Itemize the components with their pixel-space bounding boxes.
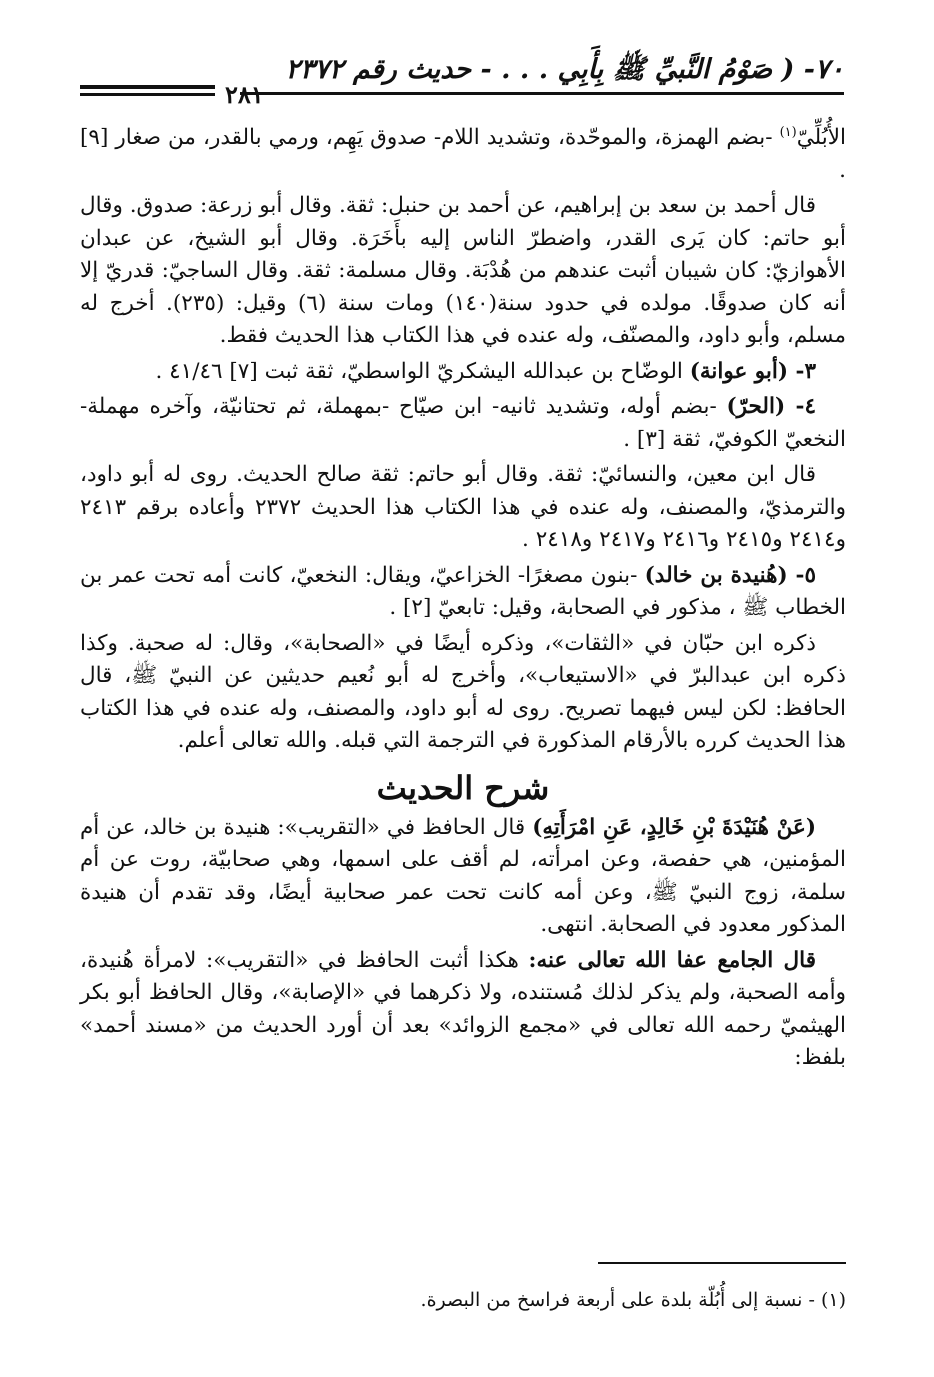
running-head [80,52,844,109]
page-number-rule-top [80,85,215,89]
narrator-paragraph: الأُبُلِّيّ$^{(١)}$ -بضم الهمزة، والموحّدة، وتشديد اللام- صدوق يَهِم، ورمي بالقدر، من صغار [٩] . [80,124,846,183]
commentary-paragraph: (عَنْ هُنَيْدَةَ بْنِ خَالِدٍ، عَنِ امْرَأَتِهِ) قال الحافظ في «التقريب»: هنيدة بن خالد، عن أم المؤمنين، هي حفصة، وعن امرأته، لم أقف على اسمها، وهي صحابيّة، روت عن أم سلمة، زوج النبيّ ﷺ، وعن أمه كانت تحت عمر صحابية أيضًا، وقد تقدم أن هنيدة المذكور معدود في الصحابة. انتهى. [80,814,846,937]
narrator-entry-5: ٥- (هُنيدة بن خالد) -بنون مصغرًا- الخزاعيّ، ويقال: النخعيّ، كانت أمه تحت عمر بن الخطاب ﷺ ، مذكور في الصحابة، وقيل: تابعيّ [٢] . [80,562,846,620]
hadith-quote: (عَنْ هُنَيْدَةَ بْنِ خَالِدٍ، عَنِ امْرَأَتِهِ) [532,814,816,840]
author-remark-label: قال الجامع عفا الله تعالى عنه: [528,947,816,973]
narrator-paragraph: قال ابن معين، والنسائيّ: ثقة. وقال أبو حاتم: ثقة صالح الحديث. روى له أبو داود، والترمذيّ، والمصنف، وله عنده في هذا الكتاب هذا الحديث ٢٣٧٢ وأعاده برقم ٢٤١٣ و٢٤١٤ و٢٤١٥ و٢٤١٦ و٢٤١٧ و٢٤١٨ . [80,462,846,552]
narrator-paragraph: ذكره ابن حبّان في «الثقات»، وذكره أيضًا في «الصحابة»، وقال: له صحبة. وكذا ذكره ابن عبدالبرّ في «الاستيعاب»، وأخرج له أبو نُعيم حديثين عن النبيّ ﷺ، قال الحافظ: لكن ليس فيهما تصريح. روى له أبو داود، والمصنف، وله عنده في هذا الكتاب هذا الحديث كرره بالأرقام المذكورة في الترجمة التي قبله. والله تعالى أعلم. [80,630,846,753]
nisba-term: الأُبُلِّيّ [796,125,846,150]
page-number-rule-bottom [80,93,215,96]
chapter-title: ٧٠- ( صَوْمُ النَّبيِّ ﷺ بِأَبِي . . . - حديث رقم ٢٣٧٢ [285,54,844,85]
header-rule [240,92,844,95]
page-number: ٢٨١ [225,80,264,109]
narrator-name: ٣- (أبو عوانة) [689,358,816,384]
footnote: (١) - نسبة إلى أُبُلّة بلدة على أربعة فراسخ من البصرة. [420,1289,846,1311]
narrator-paragraph: قال أحمد بن سعد بن إبراهيم، عن أحمد بن حنبل: ثقة. وقال أبو زرعة: صدوق. وقال أبو حاتم: كان يَرى القدر، واضطرّ الناس إليه بأَخَرَة. وقال أبو الشيخ، عن عبدان الأهوازيّ: كان شيبان أثبت عندهم من هُدْبَة. وقال مسلمة: ثقة. وقال الساجيّ: قدريّ إلا أنه كان صدوقًا. مولده في حدود سنة(١٤٠) ومات سنة (٦) وقيل: (٢٣٥). أخرج له مسلم، وأبو داود، والمصنّف، وله عنده في هذا الكتاب هذا الحديث فقط. [80,193,847,348]
footnote-divider [598,1262,846,1264]
narrator-entry-3: ٣- (أبو عوانة) الوضّاح بن عبدالله اليشكريّ الواسطيّ، ثقة ثبت [٧] ٤١/٤٦ . [155,358,816,384]
narrator-name: ٥- (هُنيدة بن خالد) [644,562,816,588]
section-heading: شرح الحديث [376,768,550,807]
footnote-ref: (١) [779,124,797,140]
commentary-paragraph: قال الجامع عفا الله تعالى عنه: هكذا أثبت الحافظ في «التقريب»: لامرأة هُنيدة، وأمه الصحبة، ولم يذكر لذلك مُستنده، ولا ذكرهما في «الإصابة»، وقال الحافظ أبو بكر الهيثميّ رحمه الله تعالى في «مجمع الزوائد» بعد أن أورد الحديث من «مسند أحمد» بلفظ: [80,947,846,1070]
main-text [80,122,846,1078]
narrator-entry-4: ٤- (الحرّ) -بضم أوله، وتشديد ثانيه- ابن صيّاح -بمهملة، ثم تحتانيّة، وآخره مهملة- النخعيّ الكوفيّ، ثقة [٣] . [80,394,846,452]
narrator-name: ٤- (الحرّ) [726,394,816,419]
